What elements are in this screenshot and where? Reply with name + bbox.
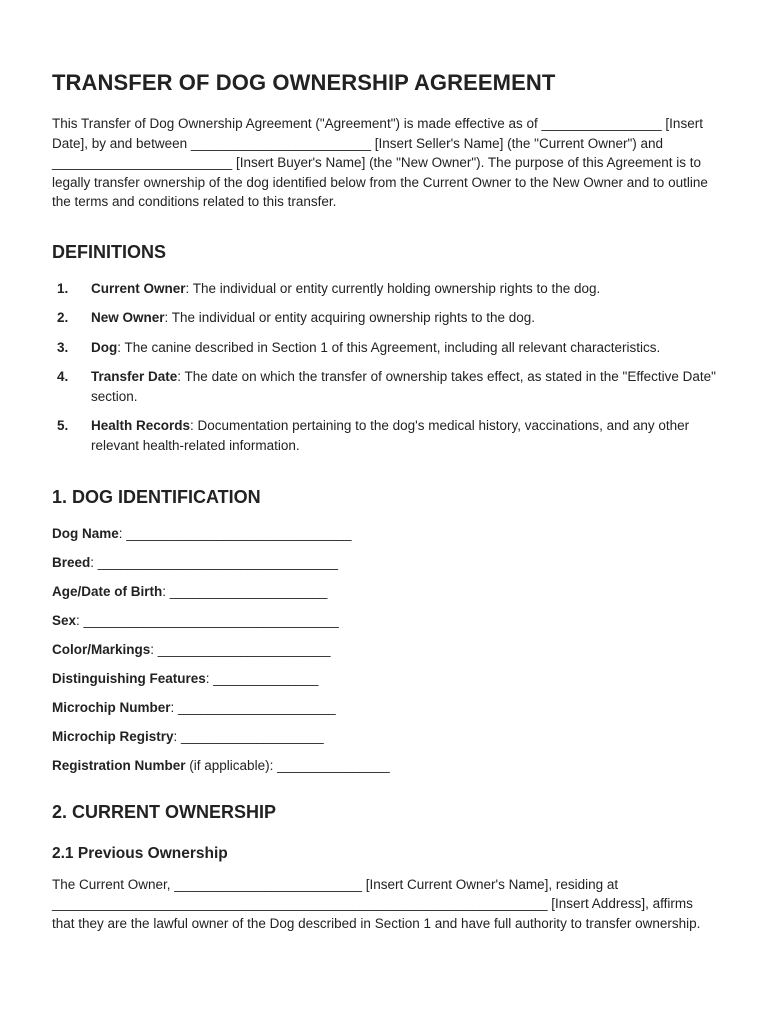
definition-item: 3. Dog: The canine described in Section 1 of this Agreement, including all relevant characteristics.: [57, 339, 661, 355]
definition-term: Transfer Date: [91, 369, 178, 384]
definition-item: 1. Current Owner: The individual or entity currently holding ownership rights to the dog.: [57, 280, 601, 296]
field-dog-name: Dog Name: ______________________________: [52, 526, 352, 541]
definition-term: Current Owner: [91, 280, 186, 296]
definition-text: : The canine described in Section 1 of this Agreement, including all relevant characteristics.: [117, 339, 661, 355]
definition-term: Health Records: [91, 418, 191, 433]
definition-text: : The individual or entity currently holding ownership rights to the dog.: [185, 280, 601, 296]
definition-term: New Owner: [91, 310, 165, 325]
dog-identification-heading: 1. DOG IDENTIFICATION: [52, 487, 261, 507]
field-distinguishing-features: Distinguishing Features: ______________: [52, 671, 319, 686]
current-ownership-heading: 2. CURRENT OWNERSHIP: [52, 801, 277, 822]
previous-ownership-paragraph: The Current Owner, _________________________ [Insert Current Owner's Name], residing at __________________________________________________________________ [Insert Address], affirms that they are the lawful owner of the Dog described in Section 1 and have full authority to transfer ownership.: [52, 876, 701, 931]
field-microchip-number: Microchip Number: _____________________: [52, 700, 336, 715]
definition-text: : Documentation pertaining to the dog's medical history, vaccinations, and any other relevant health-related information.: [91, 418, 690, 453]
definition-item: 4. Transfer Date: The date on which the transfer of ownership takes effect, as stated in the "Effective Date" section.: [57, 369, 716, 404]
definition-item: 5. Health Records: Documentation pertaining to the dog's medical history, vaccinations, and any other relevant health-related information.: [57, 418, 690, 453]
definition-item: 2. New Owner: The individual or entity acquiring ownership rights to the dog.: [57, 310, 535, 325]
field-color-markings: Color/Markings: _______________________: [52, 642, 331, 657]
document-title: TRANSFER OF DOG OWNERSHIP AGREEMENT: [52, 70, 556, 95]
field-age-date-of-birth: Age/Date of Birth: _____________________: [52, 584, 328, 599]
field-microchip-registry: Microchip Registry: ___________________: [52, 729, 324, 744]
dog-identification-fields: [52, 524, 718, 776]
definition-term: Dog: [91, 339, 118, 355]
definition-text: : The individual or entity acquiring ownership rights to the dog.: [164, 310, 535, 325]
field-sex: Sex: __________________________________: [52, 613, 339, 628]
field-breed: Breed: ________________________________: [52, 555, 339, 570]
definition-text: : The date on which the transfer of ownership takes effect, as stated in the "Effective Date" section.: [91, 369, 716, 404]
definitions-list: [52, 279, 718, 456]
previous-ownership-heading: 2.1 Previous Ownership: [52, 844, 228, 862]
intro-paragraph: This Transfer of Dog Ownership Agreement ("Agreement") is made effective as of ________________ [Insert Date], by and between ________________________ [Insert Seller's Name] (the "Current Owner") and ________________________ [Insert Buyer's Name] (the "New Owner"). The purpose of this Agreement is to legally transfer ownership of the dog identified below from the Current Owner to the New Owner and to outline the terms and conditions related to this transfer.: [52, 116, 708, 209]
field-registration-number: Registration Number (if applicable): _______________: [52, 758, 390, 773]
definitions-heading: DEFINITIONS: [52, 241, 167, 262]
